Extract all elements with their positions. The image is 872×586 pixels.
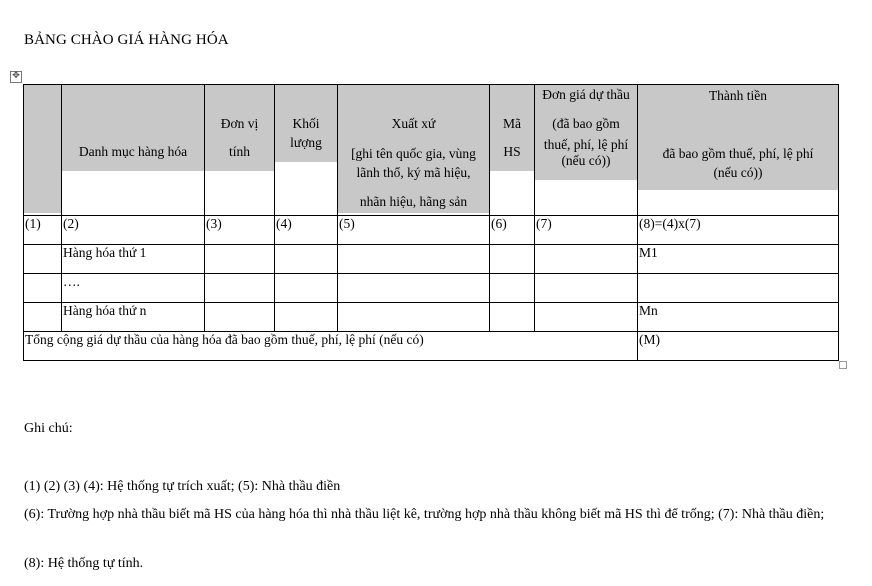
table-cell xyxy=(535,274,638,303)
header-amount-line3: (nếu có)) xyxy=(713,165,763,180)
header-unit-price-line3: thuế, phí, lệ phí xyxy=(543,137,629,152)
price-quote-table xyxy=(23,84,839,361)
table-cell xyxy=(535,245,638,274)
table-cell xyxy=(275,245,338,274)
header-item-list-text: Danh mục hàng hóa xyxy=(78,144,188,159)
header-amount-line2: đã bao gồm thuế, phí, lệ phí xyxy=(662,146,814,161)
column-number: (7) xyxy=(535,216,638,245)
header-hs-code xyxy=(490,85,535,216)
total-label: Tổng cộng giá dự thầu của hàng hóa đã bao gồm thuế, phí, lệ phí (nếu có) xyxy=(24,332,638,361)
table-row xyxy=(24,303,839,332)
header-amount-line1: Thành tiền xyxy=(708,88,768,103)
item-amount-cell: M1 xyxy=(638,245,839,274)
column-number-row xyxy=(24,216,839,245)
column-number: (8)=(4)x(7) xyxy=(638,216,839,245)
item-name-cell: Hàng hóa thứ 1 xyxy=(62,245,205,274)
table-cell xyxy=(535,303,638,332)
column-number: (3) xyxy=(205,216,275,245)
item-name-cell: Hàng hóa thứ n xyxy=(62,303,205,332)
note-item: (6): Trường hợp nhà thầu biết mã HS của hàng hóa thì nhà thầu liệt kê, trường hợp nhà thầu không biết mã HS thì để trống; (7): Nhà thầu điền; xyxy=(24,507,825,522)
note-item: (8): Hệ thống tự tính. xyxy=(24,556,144,571)
column-number: (6) xyxy=(490,216,535,245)
table-resize-handle[interactable] xyxy=(839,361,847,369)
item-amount-cell: Mn xyxy=(638,303,839,332)
table-row xyxy=(24,274,839,303)
table-cell xyxy=(338,303,490,332)
column-number: (5) xyxy=(338,216,490,245)
column-number: (4) xyxy=(275,216,338,245)
notes-heading: Ghi chú: xyxy=(24,421,73,436)
header-quantity-line1: Khối xyxy=(292,116,320,131)
table-cell xyxy=(490,245,535,274)
table-cell xyxy=(275,274,338,303)
table-cell xyxy=(24,303,62,332)
table-row xyxy=(24,245,839,274)
header-unit-price-line2: (đã bao gồm xyxy=(552,116,620,131)
table-cell xyxy=(275,303,338,332)
header-origin-line4: nhãn hiệu, hãng sản xyxy=(359,194,468,209)
header-quantity-line2: lượng xyxy=(290,135,322,150)
table-cell xyxy=(205,245,275,274)
table-cell xyxy=(490,274,535,303)
total-amount: (M) xyxy=(638,332,839,361)
header-item-list xyxy=(62,85,205,216)
item-name-cell: …. xyxy=(62,274,205,303)
header-unit-price-line4: (nếu có)) xyxy=(561,153,611,168)
header-origin-line3: lãnh thổ, ký mã hiệu, xyxy=(356,165,471,180)
header-hs-code-line1: Mã xyxy=(503,116,521,131)
header-unit-line2: tính xyxy=(228,144,250,159)
item-amount-cell xyxy=(638,274,839,303)
table-cell xyxy=(24,245,62,274)
header-unit xyxy=(205,85,275,216)
column-number: (1) xyxy=(24,216,62,245)
table-cell xyxy=(338,245,490,274)
table-cell xyxy=(490,303,535,332)
header-quantity xyxy=(275,85,338,216)
note-item: (1) (2) (3) (4): Hệ thống tự trích xuất; (5): Nhà thầu điền xyxy=(24,479,341,494)
header-amount xyxy=(638,85,839,216)
table-cell xyxy=(205,274,275,303)
header-origin-line1: Xuất xứ xyxy=(391,116,436,131)
table-cell xyxy=(205,303,275,332)
header-hs-code-line2: HS xyxy=(503,144,521,159)
header-unit-line1: Đơn vị xyxy=(220,116,259,131)
column-number: (2) xyxy=(62,216,205,245)
header-col1 xyxy=(24,85,62,216)
header-origin xyxy=(338,85,490,216)
table-move-handle-icon[interactable]: ✥ xyxy=(10,71,22,83)
header-unit-price xyxy=(535,85,638,216)
table-cell xyxy=(338,274,490,303)
header-origin-line2: [ghi tên quốc gia, vùng xyxy=(351,146,476,161)
header-unit-price-line1: Đơn giá dự thầu xyxy=(542,87,630,102)
table-header-row xyxy=(24,85,839,216)
document-title: BẢNG CHÀO GIÁ HÀNG HÓA xyxy=(24,32,229,48)
table-cell xyxy=(24,274,62,303)
total-row xyxy=(24,332,839,361)
